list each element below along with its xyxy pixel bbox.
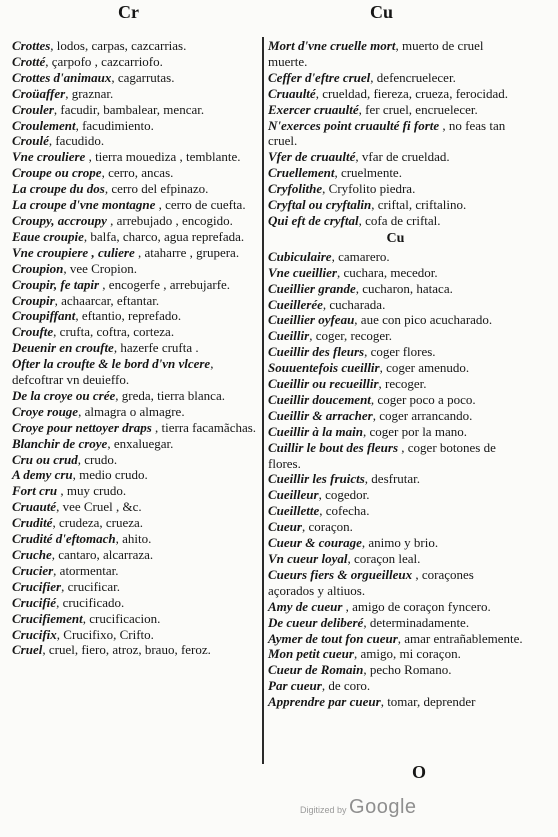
dictionary-entry [268, 599, 523, 615]
translation: , balfa, charco, agua reprefada. [83, 228, 245, 244]
dictionary-entry [268, 165, 523, 181]
dictionary-entry [268, 265, 523, 281]
translation: , facudir, bambalear, mencar. [53, 101, 205, 117]
translation: , cruelmente. [334, 165, 402, 181]
headword: Ofter la croufte & le bord d'vn vlcere [12, 356, 211, 372]
column-divider [262, 37, 264, 764]
dictionary-entry [12, 197, 258, 213]
translation: , camarero. [331, 248, 390, 264]
headword: Croulement [12, 117, 76, 133]
dictionary-entry [12, 102, 258, 118]
headword: Cru ou crud [12, 451, 78, 467]
google-logo: Google [349, 796, 417, 818]
headword: Crucifié [12, 594, 57, 610]
translation: , crucificacion. [82, 610, 161, 626]
headword: Ceffer d'eftre cruel [268, 69, 371, 85]
translation: , crufta, coftra, corteza. [53, 324, 175, 340]
translation: , crueldad, fiereza, crueza, ferocidad. [315, 85, 509, 101]
translation: , coger amenudo. [379, 360, 470, 376]
translation: , determinadamente. [363, 614, 470, 630]
dictionary-entry [268, 678, 523, 694]
translation: , cantaro, alcarraza. [51, 547, 154, 562]
translation: , amigo, mi coraçon. [353, 646, 461, 662]
translation: , Cryfolito piedra. [322, 181, 416, 197]
dictionary-entry [12, 452, 258, 468]
dictionary-entry [12, 611, 258, 627]
dictionary-entry [12, 642, 258, 658]
headword: Crudité [12, 515, 53, 531]
translation: , cerro de cuefta. [155, 197, 246, 213]
translation: , ataharre , grupera. [134, 244, 240, 260]
dictionary-entry [268, 503, 523, 519]
headword: Croupir [12, 292, 55, 308]
translation: , vee Cropion. [63, 260, 137, 276]
catchword: O [412, 762, 427, 782]
dictionary-entry [268, 615, 523, 631]
dictionary-entry [12, 356, 258, 388]
headword: Cueillier oyfeau [268, 312, 355, 328]
translation: , eftantio, reprefado. [75, 308, 182, 324]
headword: Croye pour nettoyer draps [12, 419, 152, 435]
translation: , ahito. [115, 531, 152, 547]
dictionary-entry [12, 213, 258, 229]
translation: , crudeza, crueza. [52, 515, 144, 531]
headword: Cueillir ou recueillir [268, 376, 379, 392]
headword: De cueur deliberé [268, 614, 364, 630]
headword: Cubiculaire [268, 248, 332, 264]
translation: , cerro, ancas. [101, 165, 174, 181]
dictionary-entry [268, 551, 523, 567]
headword: Qui eft de cryftal [268, 212, 359, 228]
right-running-head: Cu [370, 2, 394, 22]
translation: , facudimiento. [75, 117, 154, 133]
translation: , vee Cruel , &c. [56, 499, 142, 515]
translation: , medio crudo. [72, 467, 148, 483]
dictionary-entry [268, 376, 523, 392]
dictionary-entry [268, 471, 523, 487]
dictionary-entry [12, 261, 258, 277]
translation: , coger botones de flores. [268, 439, 496, 471]
translation: , greda, tierra blanca. [115, 387, 225, 403]
headword: Crucier [12, 562, 54, 578]
headword: Cueillir [268, 328, 310, 344]
translation: , de coro. [321, 678, 371, 694]
headword: Cueillir les fruicts [268, 471, 365, 487]
headword: Croupir, fe tapir [12, 276, 100, 292]
headword: Cryfolithe [268, 181, 323, 197]
dictionary-entry [12, 165, 258, 181]
translation: , coger flores. [364, 344, 436, 360]
translation: , tomar, deprender [380, 694, 476, 710]
headword: Cueur & courage [268, 535, 362, 551]
dictionary-entry [268, 297, 523, 313]
headword: Croupiffant [12, 308, 76, 324]
headword: Croupy, accroupy [12, 212, 107, 228]
dictionary-entry [12, 563, 258, 579]
translation: , encogerfe , arrebujarfe. [99, 276, 231, 292]
dictionary-entry [268, 392, 523, 408]
headword: Par cueur [268, 678, 322, 694]
translation: , lodos, carpas, cazcarrias. [50, 38, 187, 53]
translation: , aue con pico acucharado. [354, 312, 493, 328]
translation: , facudido. [48, 133, 105, 149]
translation: , enxaluegar. [107, 435, 174, 451]
dictionary-entry [268, 424, 523, 440]
headword: Cueur de Romain [268, 662, 364, 678]
dictionary-entry [12, 547, 258, 563]
translation: , coraçon leal. [347, 551, 421, 566]
headword: Cueillir & arracher [268, 407, 373, 423]
headword: Cryftal ou cryftalin [268, 197, 372, 213]
dictionary-entry [12, 86, 258, 102]
headword: Exercer cruaulté [268, 101, 359, 117]
left-column [12, 38, 258, 658]
dictionary-entry [12, 133, 258, 149]
dictionary-entry [268, 408, 523, 424]
translation: , cagarrutas. [111, 69, 175, 85]
translation: , cerro del efpinazo. [104, 181, 209, 197]
headword: Cruauté [12, 499, 57, 515]
translation: , desfrutar. [364, 471, 421, 487]
dictionary-entry [268, 519, 523, 535]
headword: Cueillier grande [268, 280, 356, 296]
headword: Vfer de cruaulté [268, 149, 356, 165]
dictionary-entry [12, 627, 258, 643]
translation: , almagra o almagre. [78, 403, 185, 419]
translation: , crudo. [77, 451, 118, 467]
right-column [268, 38, 523, 710]
headword: De la croye ou crée [12, 387, 116, 403]
dictionary-entry [268, 213, 523, 229]
dictionary-entry [12, 388, 258, 404]
headword: Cruel [12, 642, 43, 658]
translation: , achaarcar, eftantar. [54, 292, 160, 308]
headword: Vne crouliere [12, 149, 86, 165]
headword: Croupe ou crope [12, 165, 102, 181]
translation: , recoger. [378, 376, 427, 392]
dictionary-entry [268, 118, 523, 150]
dictionary-entry [12, 118, 258, 134]
headword: Mort d'vne cruelle mort [268, 38, 396, 53]
translation: , atormentar. [53, 562, 119, 578]
dictionary-entry [12, 579, 258, 595]
translation: , cofecha. [319, 503, 370, 519]
translation: , hazerfe crufta . [113, 340, 199, 356]
headword: A demy cru [12, 467, 73, 483]
dictionary-entry [268, 487, 523, 503]
dictionary-entry [268, 662, 523, 678]
translation: , pecho Romano. [363, 662, 452, 678]
dictionary-entry [12, 149, 258, 165]
translation: , muy crudo. [57, 483, 127, 499]
translation: , amigo de coraçon fyncero. [342, 598, 491, 614]
dictionary-entry [12, 467, 258, 483]
dictionary-entry [268, 440, 523, 472]
translation: , cucharada. [322, 296, 386, 312]
translation: , cruel, fiero, atroz, brauo, feroz. [42, 642, 211, 658]
dictionary-entry [12, 245, 258, 261]
headword: Aymer de tout fon cueur [268, 630, 398, 646]
dictionary-entry [268, 312, 523, 328]
headword: Crottes d'animaux [12, 69, 112, 85]
headword: Cueilleur [268, 487, 319, 503]
translation: , arrebujado , encogido. [106, 212, 233, 228]
headword: Cruellement [268, 165, 335, 181]
translation: , cucharon, hataca. [355, 280, 453, 296]
headword: Crucifiement [12, 610, 83, 626]
headword: Cueillerée [268, 296, 323, 312]
headword: Croupion [12, 260, 64, 276]
headword: Vne croupiere , culiere [12, 244, 135, 260]
headword: Cueillir à la main [268, 423, 363, 439]
translation: , animo y brio. [361, 535, 439, 551]
translation: , Crucifixo, Crifto. [56, 626, 154, 642]
dictionary-entry [268, 694, 523, 710]
headword: Fort cru [12, 483, 58, 499]
headword: Vn cueur loyal [268, 551, 348, 566]
translation: , fer cruel, encruelecer. [358, 101, 478, 117]
translation: , tierra mouediza , temblante. [85, 149, 241, 165]
dictionary-entry [12, 54, 258, 70]
dictionary-entry [12, 420, 258, 436]
dictionary-entry [12, 181, 258, 197]
headword: N'exerces point cruaulté fi forte [268, 117, 440, 133]
dictionary-entry [268, 181, 523, 197]
translation: , no feas tan cruel. [268, 117, 506, 149]
dictionary-entry [12, 595, 258, 611]
dictionary-entry [268, 567, 523, 599]
dictionary-entry [268, 328, 523, 344]
dictionary-entry [12, 436, 258, 452]
dictionary-entry [268, 646, 523, 662]
translation: , coger arrancando. [372, 407, 473, 423]
dictionary-entry [268, 149, 523, 165]
dictionary-entry [12, 308, 258, 324]
dictionary-entry [12, 277, 258, 293]
headword: Blanchir de croye [12, 435, 108, 451]
translation: , vfar de crueldad. [355, 149, 450, 165]
dictionary-entry [268, 249, 523, 265]
headword: Croulé [12, 133, 49, 149]
dictionary-entry [268, 86, 523, 102]
dictionary-entry [12, 340, 258, 356]
dictionary-entry [12, 70, 258, 86]
dictionary-entry [268, 102, 523, 118]
translation: , coger por la mano. [363, 423, 467, 439]
headword: Mon petit cueur [268, 646, 354, 662]
dictionary-entry [268, 70, 523, 86]
headword: Cuillir le bout des fleurs [268, 439, 399, 455]
dictionary-entry [12, 515, 258, 531]
digitized-watermark [300, 796, 417, 819]
headword: Cueur [268, 519, 302, 535]
translation: , coger, recoger. [309, 328, 393, 344]
translation: , crucificar. [61, 578, 120, 594]
translation: , coraçon. [301, 519, 353, 535]
headword: Deuenir en croufte [12, 340, 114, 356]
headword: Crucifix [12, 626, 57, 642]
translation: , cogedor. [318, 487, 370, 503]
headword: Crottes [12, 38, 51, 53]
dictionary-entry [268, 360, 523, 376]
translation: , tierra facamãchas. [151, 419, 257, 435]
translation: , amar entrañablemente. [397, 630, 523, 646]
section-heading: Cu [386, 230, 405, 246]
headword: Eaue croupie [12, 228, 84, 244]
headword: Amy de cueur [268, 598, 343, 614]
translation: , coger poco a poco. [370, 391, 476, 407]
translation: , cofa de criftal. [358, 212, 441, 228]
dictionary-entry [12, 38, 258, 54]
dictionary-entry [12, 531, 258, 547]
headword: Croüaffer [12, 85, 66, 101]
headword: La croupe d'vne montagne [12, 197, 156, 213]
translation: , coraçones açorados y altiuos. [268, 566, 474, 598]
translation: , çarpofo , cazcarriofo. [45, 53, 163, 69]
translation: , defcoftrar vn deuieffo. [12, 356, 214, 388]
headword: Cueurs fiers & orgueilleux [268, 566, 413, 582]
dictionary-entry [12, 324, 258, 340]
headword: Cueillir doucement [268, 391, 371, 407]
dictionary-entry [12, 293, 258, 309]
digitized-label: Digitized by [300, 805, 347, 815]
dictionary-entry [12, 404, 258, 420]
dictionary-entry [12, 499, 258, 515]
headword: Cruche [12, 547, 52, 562]
dictionary-entry [268, 281, 523, 297]
headword: Cruaulté [268, 85, 316, 101]
dictionary-entry [268, 344, 523, 360]
headword: Cueillir des fleurs [268, 344, 365, 360]
headword: Crotté [12, 53, 46, 69]
left-running-head: Cr [118, 2, 139, 22]
headword: Souuentefois cueillir [268, 360, 380, 376]
translation: , defencruelecer. [370, 69, 456, 85]
dictionary-entry [268, 631, 523, 647]
dictionary-entry [268, 197, 523, 213]
translation: , cuchara, mecedor. [336, 264, 438, 280]
headword: Croye rouge [12, 403, 79, 419]
headword: Vne cueillier [268, 264, 337, 280]
headword: La croupe du dos [12, 181, 105, 197]
dictionary-entry [268, 38, 523, 70]
headword: Apprendre par cueur [268, 694, 381, 710]
headword: Croufte [12, 324, 54, 340]
translation: , graznar. [65, 85, 114, 101]
dictionary-entry [12, 483, 258, 499]
headword: Cueillette [268, 503, 320, 519]
headword: Crouler [12, 101, 54, 117]
headword: Crucifier [12, 578, 62, 594]
dictionary-entry [268, 535, 523, 551]
translation: , muerto de cruel muerte. [268, 38, 484, 69]
headword: Crudité d'eftomach [12, 531, 116, 547]
translation: , crucificado. [56, 594, 125, 610]
dictionary-entry [12, 229, 258, 245]
translation: , criftal, criftalino. [371, 197, 467, 213]
